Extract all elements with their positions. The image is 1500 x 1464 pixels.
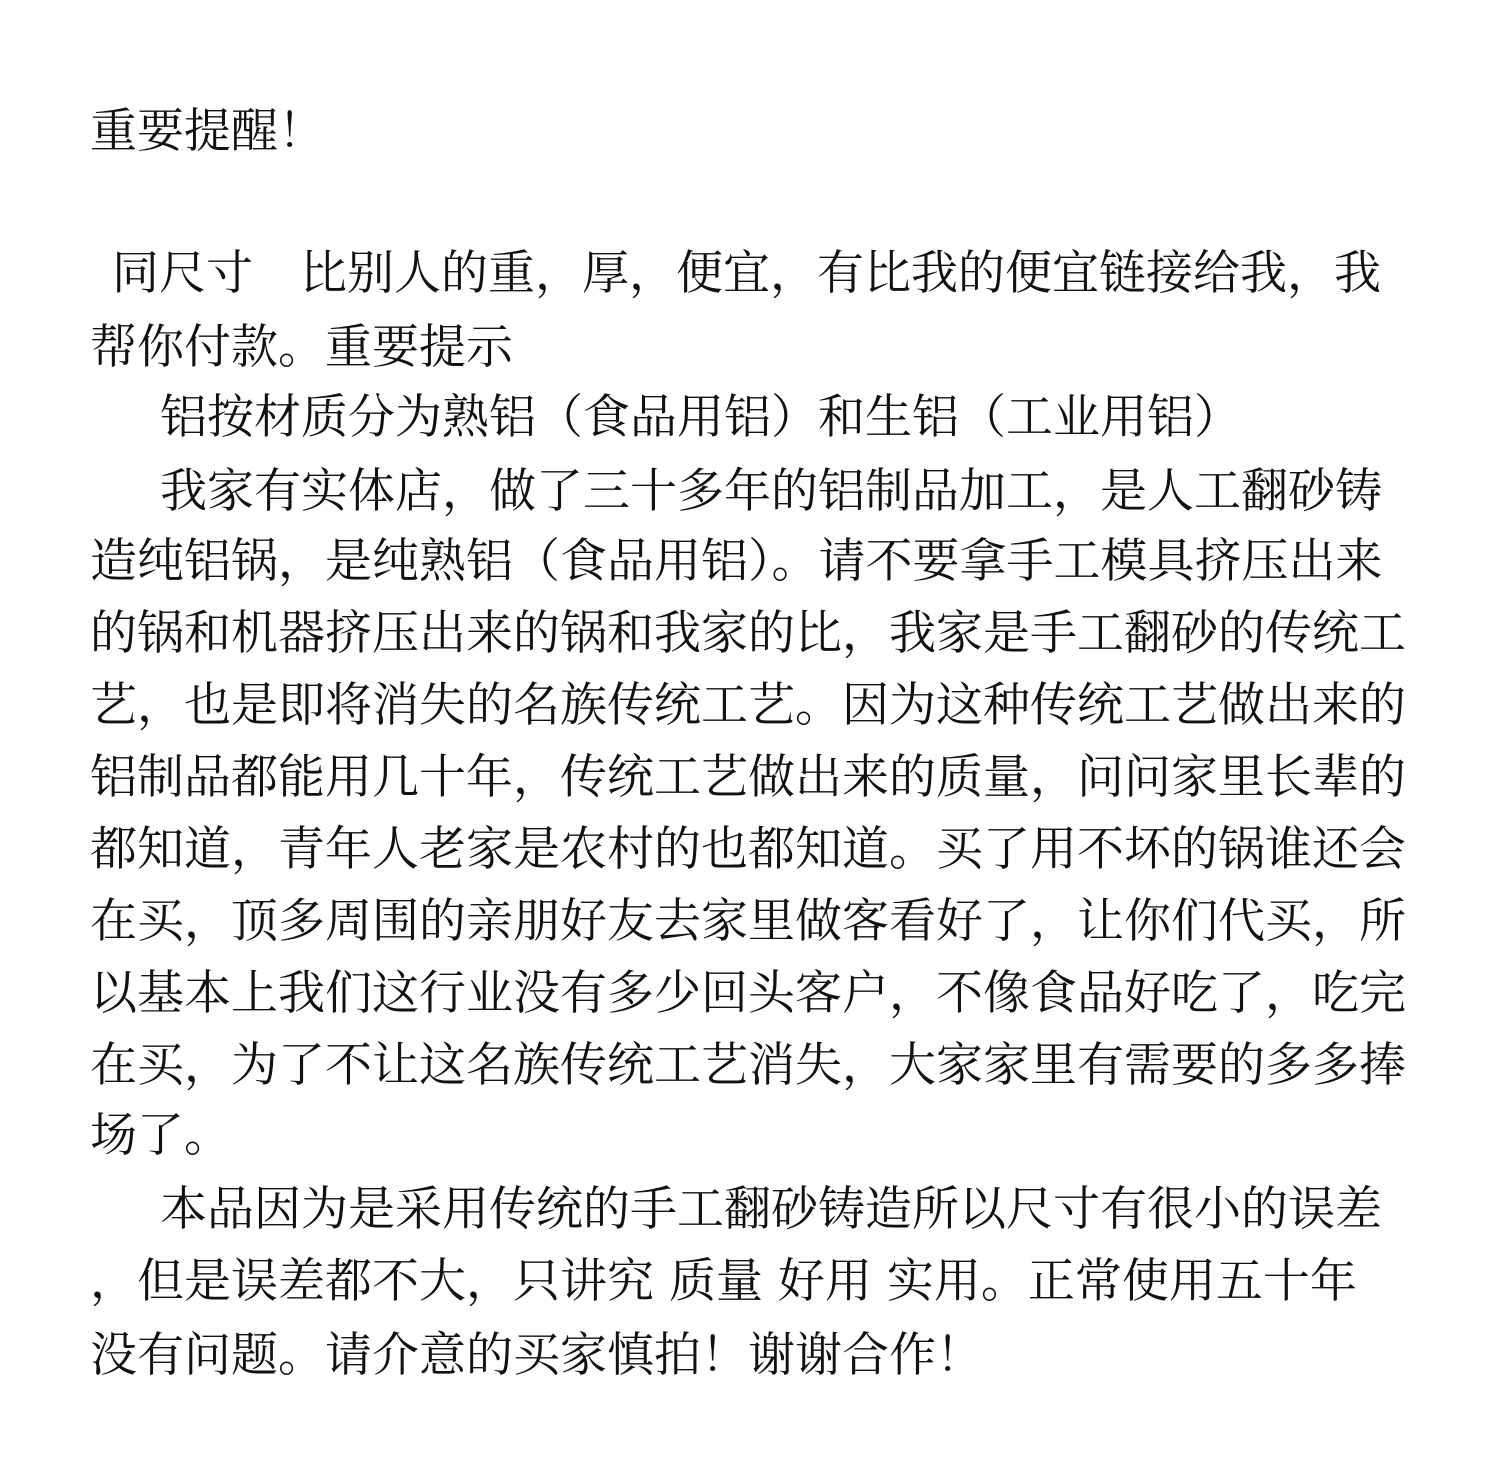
text-line-2: 帮你付款。重要提示 (90, 320, 513, 375)
text-line-10: 在买，顶多周围的亲朋好友去家里做客看好了，让你们代买，所 (90, 894, 1406, 949)
text-line-11: 以基本上我们这行业没有多少回头客户，不像食品好吃了，吃完 (90, 966, 1406, 1021)
text-line-7: 艺，也是即将消失的名族传统工艺。因为这种传统工艺做出来的 (90, 678, 1406, 733)
text-line-8: 铝制品都能用几十年，传统工艺做出来的质量，问问家里长辈的 (90, 750, 1406, 805)
text-line-14: 本品因为是采用传统的手工翻砂铸造所以尺寸有很小的误差 (160, 1182, 1382, 1237)
notice-title: 重要提醒！ (90, 104, 325, 159)
text-line-15: ，但是误差都不大，只讲究 质量 好用 实用。正常使用五十年 (90, 1254, 1357, 1309)
text-line-1: 同尺寸 比别人的重，厚，便宜，有比我的便宜链接给我，我 (112, 246, 1381, 301)
text-line-9: 都知道，青年人老家是农村的也都知道。买了用不坏的锅谁还会 (90, 822, 1406, 877)
text-line-13: 场了。 (90, 1108, 231, 1163)
text-line-5: 造纯铝锅，是纯熟铝（食品用铝）。请不要拿手工模具挤压出来 (90, 534, 1383, 589)
text-line-3: 铝按材质分为熟铝（食品用铝）和生铝（工业用铝） (160, 390, 1241, 445)
text-line-16: 没有问题。请介意的买家慎拍！谢谢合作！ (90, 1328, 983, 1383)
text-line-12: 在买，为了不让这名族传统工艺消失，大家家里有需要的多多捧 (90, 1038, 1406, 1093)
text-line-4: 我家有实体店，做了三十多年的铝制品加工，是人工翻砂铸 (160, 464, 1382, 519)
text-line-6: 的锅和机器挤压出来的锅和我家的比，我家是手工翻砂的传统工 (90, 606, 1406, 661)
